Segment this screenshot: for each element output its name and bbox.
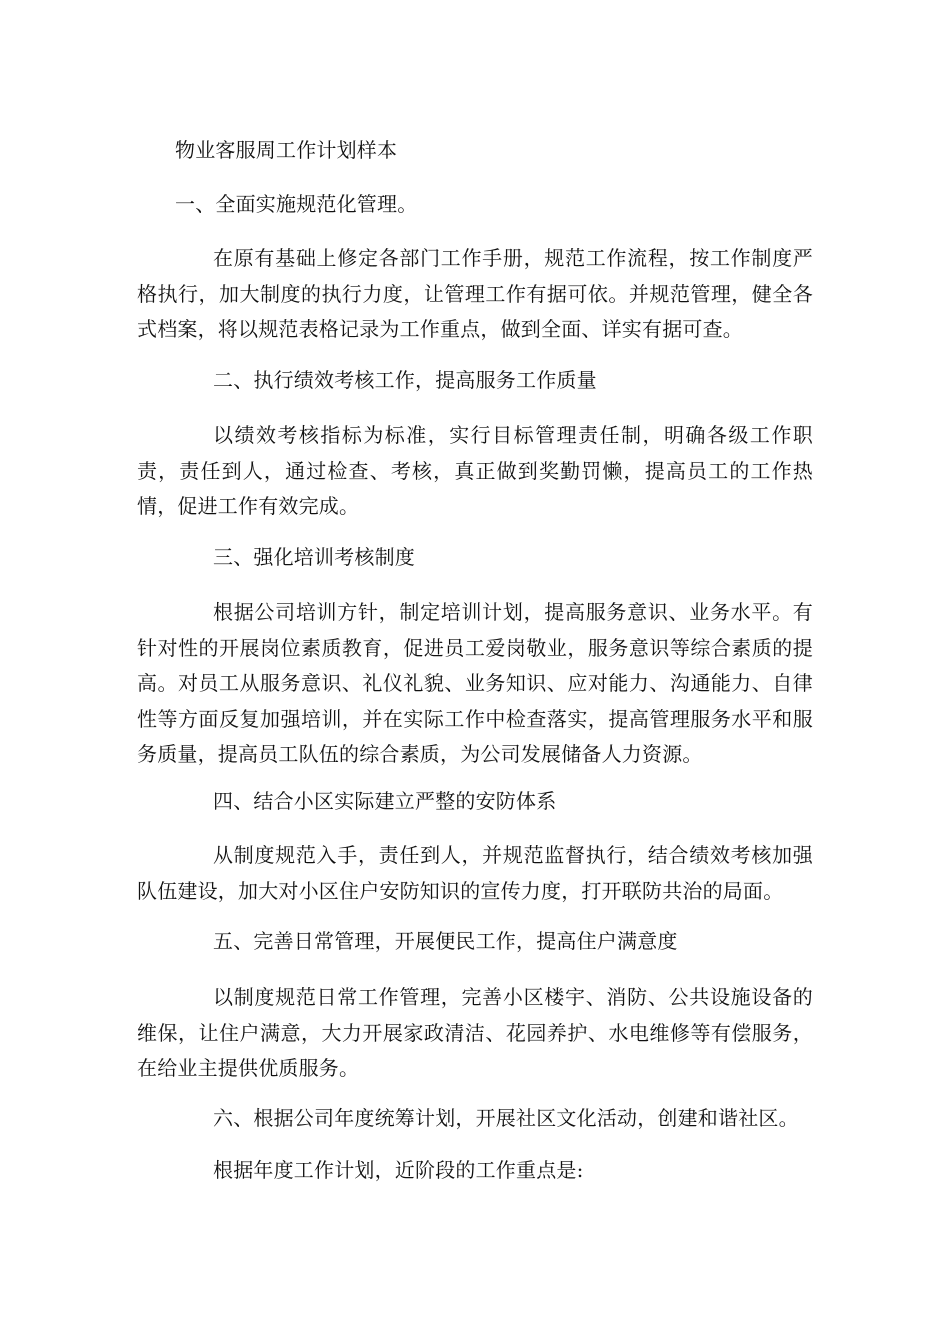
- section-5-body: 以制度规范日常工作管理，完善小区楼宇、消防、公共设施设备的维保，让住户满意，大力开展家政清洁、花园养护、水电维修等有偿服务，在给业主提供优质服务。: [137, 985, 813, 1080]
- section-2-heading: 二、执行绩效考核工作，提高服务工作质量: [213, 368, 597, 392]
- section-6-heading: 六、根据公司年度统筹计划，开展社区文化活动，创建和谐社区。: [213, 1106, 799, 1130]
- section-2-body: 以绩效考核指标为标准，实行目标管理责任制，明确各级工作职责，责任到人，通过检查、考核，真正做到奖勤罚懒，提高员工的工作热情，促进工作有效完成。: [137, 423, 813, 518]
- section-5-heading: 五、完善日常管理，开展便民工作，提高住户满意度: [213, 929, 678, 953]
- section-1-body: 在原有基础上修定各部门工作手册，规范工作流程，按工作制度严格执行，加大制度的执行力度，让管理工作有据可依。并规范管理，健全各式档案，将以规范表格记录为工作重点，做到全面、详实有据可查。: [137, 246, 813, 341]
- section-4-heading: 四、结合小区实际建立严整的安防体系: [213, 789, 557, 813]
- section-1-heading: 一、全面实施规范化管理。: [175, 192, 418, 216]
- section-3-body: 根据公司培训方针，制定培训计划，提高服务意识、业务水平。有针对性的开展岗位素质教育，促进员工爱岗敬业，服务意识等综合素质的提高。对员工从服务意识、礼仪礼貌、业务知识、应对能力、沟通能力、自律性等方面反复加强培训，并在实际工作中检查落实，提高管理服务水平和服务质量，提高员工队伍的综合素质，为公司发展储备人力资源。: [137, 600, 813, 766]
- section-4-body: 从制度规范入手，责任到人，并规范监督执行，结合绩效考核加强队伍建设，加大对小区住户安防知识的宣传力度，打开联防共治的局面。: [137, 843, 813, 903]
- section-3-heading: 三、强化培训考核制度: [213, 545, 415, 569]
- document-title: 物业客服周工作计划样本: [175, 138, 398, 162]
- closing-line: 根据年度工作计划，近阶段的工作重点是:: [213, 1158, 584, 1182]
